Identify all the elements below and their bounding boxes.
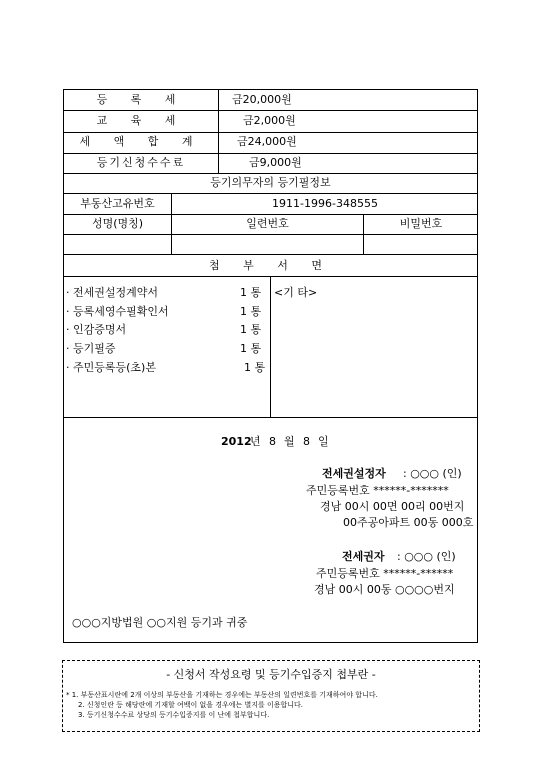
grantor-id: 주민등록번호 ******-******: [316, 567, 454, 580]
rule: [63, 110, 478, 111]
rule: [218, 89, 219, 173]
rule: [270, 276, 271, 417]
attach-count: 1 통: [244, 361, 266, 374]
col-password: 비밀번호: [399, 217, 443, 230]
date-day-unit: 일: [318, 435, 329, 448]
grantor-address: 경남 00시 00동 ○○○○번지: [314, 583, 455, 596]
grantee-id: 주민등록번호 ******-*******: [306, 484, 449, 497]
date-year: 2012: [221, 435, 252, 448]
court-addressee: ○○○지방법원 ○○지원 등기과 귀중: [72, 616, 248, 629]
attach-item: · 인감증명서: [66, 323, 127, 336]
grantor-name: : ○○○ (인): [397, 550, 456, 563]
fee-label-total: 세 액 합 계: [79, 135, 203, 148]
fee-label-education: 교 육 세: [96, 114, 186, 127]
rule: [63, 132, 478, 133]
rule: [63, 214, 478, 215]
rule: [63, 234, 478, 235]
attach-item: · 주민등록등(초)본: [66, 361, 156, 374]
property-number: 1911-1996-348555: [272, 197, 378, 210]
date-month-unit: 월: [284, 435, 295, 448]
attach-count: 1 통: [240, 286, 262, 299]
fee-value-application: 금9,000원: [249, 156, 302, 169]
fee-value-total: 금24,000원: [237, 135, 297, 148]
attach-other: <기 타>: [274, 286, 318, 299]
attach-count: 1 통: [240, 305, 262, 318]
fee-label-application: 등기신청수수료: [96, 156, 186, 169]
grantee-address: 경남 00시 00면 00리 00번지: [320, 500, 465, 513]
grantee-title: 전세권설정자: [322, 467, 386, 480]
rule: [63, 153, 478, 154]
grantee-name: : ○○○ (인): [403, 467, 462, 480]
notes-line: 2. 신청인란 등 해당란에 기재할 여백이 없을 경우에는 별지를 이용합니다.: [78, 701, 304, 709]
rule: [63, 173, 478, 174]
attach-item: · 전세권설정계약서: [66, 286, 159, 299]
date-year-unit: 년: [250, 435, 261, 448]
notes-line: 3. 등기신청수수료 상당의 등기수입증지를 이 난에 첩부합니다.: [78, 711, 270, 719]
notes-title: - 신청서 작성요령 및 등기수입증지 첩부란 -: [166, 668, 376, 681]
grantor-title: 전세권자: [342, 550, 385, 563]
attach-item: · 등기필증: [66, 342, 116, 355]
info-header: 등기의무자의 등기필정보: [210, 176, 331, 189]
col-serial: 일련번호: [246, 217, 289, 230]
col-name: 성명(명칭): [91, 217, 144, 230]
attach-count: 1 통: [240, 342, 262, 355]
fee-value-registration: 금20,000원: [232, 93, 292, 106]
fee-label-registration: 등 록 세: [96, 93, 186, 106]
attach-count: 1 통: [240, 323, 262, 336]
attach-item: · 등록세영수필확인서: [66, 305, 169, 318]
property-label: 부동산고유번호: [80, 197, 155, 210]
date-day: 8: [303, 435, 310, 448]
rule: [63, 193, 478, 194]
fee-value-education: 금2,000원: [243, 114, 296, 127]
date-month: 8: [269, 435, 276, 448]
rule: [63, 254, 478, 255]
attach-header: 첨 부 서 면: [209, 259, 332, 272]
rule: [63, 417, 478, 418]
notes-line: * 1. 부동산표시란에 2개 이상의 부동산을 기재하는 경우에는 부동산의 일련번호를 기재하여야 합니다.: [66, 691, 378, 699]
grantee-address-detail: 00주공아파트 00동 000호: [343, 516, 474, 529]
